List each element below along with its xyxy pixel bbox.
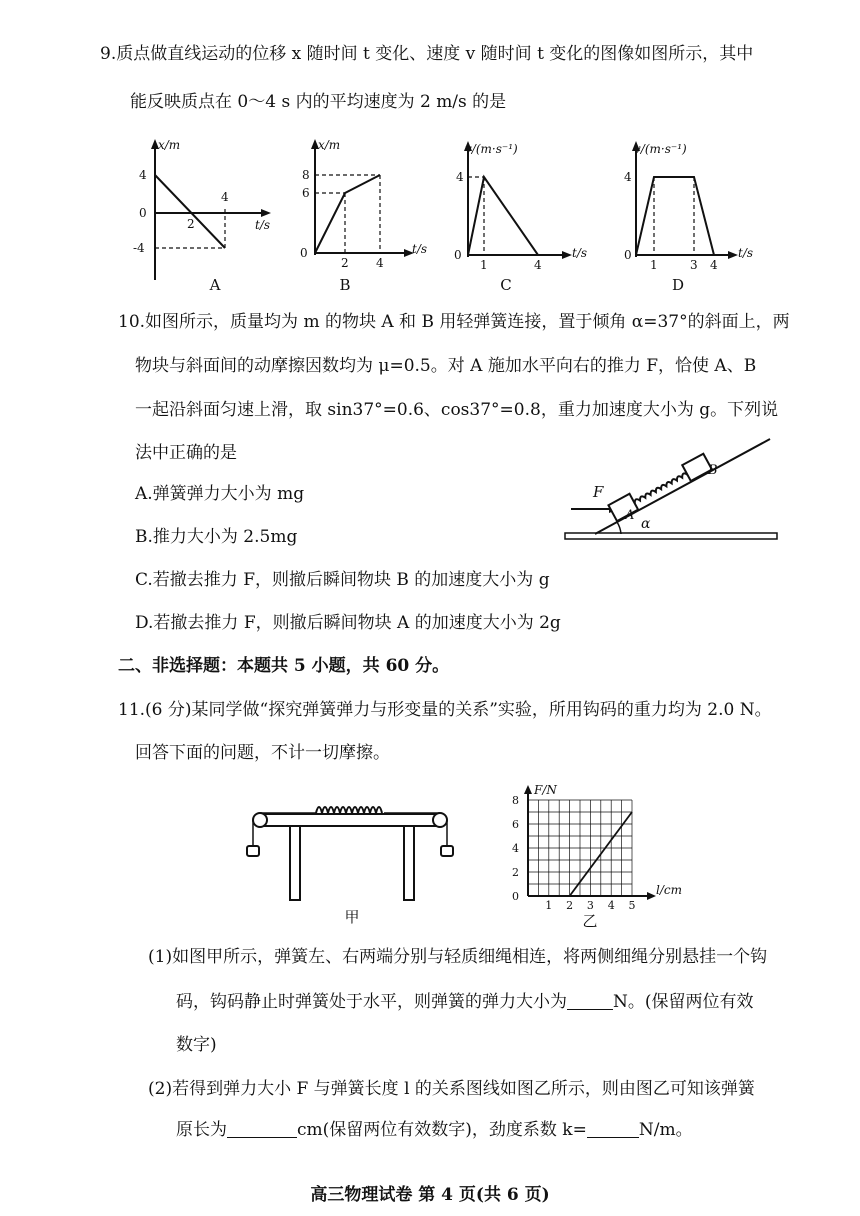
q11-figure-yi-chart: [490, 780, 710, 930]
chart-x-tick-label: 1: [545, 899, 553, 912]
graph-d-tick-t1: 1: [650, 258, 658, 272]
page-footer: 高三物理试卷 第 4 页(共 6 页): [310, 1185, 550, 1205]
chart-x-tick-label: 4: [607, 899, 615, 912]
graph-c-tick-4: 4: [456, 170, 464, 184]
angle-label: α: [641, 516, 651, 532]
right-weight: [441, 846, 453, 856]
graph-d-tick-0: 0: [624, 248, 632, 262]
q11-sub2-line1: (2)若得到弹力大小 F 与弹簧长度 l 的关系图线如图乙所示，则由图乙可知该弹簧: [148, 1079, 755, 1099]
answer-blank-2[interactable]: [227, 1119, 297, 1138]
q11-sub1-line3: 数字): [176, 1035, 217, 1055]
q11-sub1-line2: [176, 990, 754, 1014]
graph-b-tick-6: 6: [302, 186, 310, 200]
q9-graph-b: [290, 135, 450, 295]
q9-text-line1: 9.质点做直线运动的位移 x 随时间 t 变化、速度 v 随时间 t 变化的图像如图所示，其中: [100, 44, 754, 64]
graph-a-ylabel: x/m: [158, 138, 181, 152]
chart-x-tick-label: 3: [586, 899, 594, 912]
q10-text-line3: 一起沿斜面匀速上滑，取 sin37°=0.6、cos37°=0.8，重力加速度大小为 g。下列说: [135, 400, 779, 420]
q10-option-c: C.若撤去推力 F，则撤后瞬间物块 B 的加速度大小为 g: [135, 570, 550, 590]
graph-d-label: D: [671, 276, 685, 294]
graph-b-xlabel: t/s: [412, 242, 428, 256]
force-label: F: [593, 483, 604, 501]
left-weight: [247, 846, 259, 856]
graph-c-ylabel: v/(m·s⁻¹): [465, 142, 518, 156]
chart-x-tick-label: 2: [566, 899, 574, 912]
chart-x-label: l/cm: [656, 883, 682, 897]
chart-y-tick-label: 6: [512, 818, 519, 831]
graph-c-label: C: [500, 276, 512, 294]
graph-a-label: A: [209, 276, 221, 294]
q11-sub2-line2: [176, 1118, 693, 1142]
q10-option-a: A.弹簧弹力大小为 mg: [135, 484, 305, 504]
graph-a-tick-t4: 4: [221, 190, 229, 204]
q11-sub1-text-b: N。(保留两位有效: [613, 992, 754, 1012]
graph-b-tick-t4: 4: [376, 256, 384, 270]
graph-c-tick-t1: 1: [480, 258, 488, 272]
graph-b-tick-0: 0: [300, 246, 308, 260]
graph-c-tick-t4: 4: [534, 258, 542, 272]
chart-y-tick-label: 2: [512, 866, 519, 879]
chart-y-label: F/N: [534, 783, 557, 797]
fig-yi-label: 乙: [582, 912, 598, 930]
answer-blank-3[interactable]: [587, 1119, 639, 1138]
graph-d-xlabel: t/s: [738, 246, 754, 260]
graph-b-label: B: [339, 276, 351, 294]
graph-c-xlabel: t/s: [572, 246, 588, 260]
q11-text-line1: 11.(6 分)某同学做“探究弹簧弹力与形变量的关系”实验，所用钩码的重力均为 2.0 N。: [118, 700, 772, 720]
q11-sub2-text-b: cm(保留两位有效数字)，劲度系数 k=: [297, 1120, 587, 1140]
q9-text-line2: 能反映质点在 0～4 s 内的平均速度为 2 m/s 的是: [130, 92, 507, 112]
q9-graph-d: [620, 135, 780, 295]
q9-graph-c: [448, 135, 613, 295]
graph-d-tick-t4: 4: [710, 258, 718, 272]
graph-a-tick-0: 0: [139, 206, 147, 220]
chart-y-tick-label: 8: [512, 794, 519, 807]
q10-option-d: D.若撤去推力 F，则撤后瞬间物块 A 的加速度大小为 2g: [135, 613, 561, 633]
graph-b-ylabel: x/m: [318, 138, 341, 152]
q10-text-line4: 法中正确的是: [135, 443, 237, 463]
graph-d-tick-t3: 3: [690, 258, 698, 272]
q11-sub2-text-c: N/m。: [638, 1120, 693, 1140]
chart-y-tick-label: 0: [512, 890, 519, 903]
graph-a-tick-t2: 2: [187, 217, 195, 231]
graph-b-tick-t2: 2: [341, 256, 349, 270]
graph-b-tick-8: 8: [302, 168, 310, 182]
graph-a-tick-neg4: -4: [133, 241, 145, 255]
block-a-label: A: [625, 508, 635, 523]
q11-text-line2: 回答下面的问题，不计一切摩擦。: [135, 743, 390, 763]
section-2-heading: 二、非选择题：本题共 5 小题，共 60 分。: [118, 656, 450, 676]
q11-sub1-text-a: 码，钩码静止时弹簧处于水平，则弹簧的弹力大小为: [176, 992, 567, 1012]
graph-c-tick-0: 0: [454, 248, 462, 262]
q11-sub1-line1: (1)如图甲所示，弹簧左、右两端分别与轻质细绳相连，将两侧细绳分别悬挂一个钩: [148, 947, 768, 967]
q10-incline-figure: [565, 435, 780, 545]
q11-sub2-text-a: 原长为: [176, 1120, 227, 1140]
graph-a-tick-4: 4: [139, 168, 147, 182]
chart-y-tick-label: 4: [512, 842, 519, 855]
graph-d-ylabel: v/(m·s⁻¹): [634, 142, 687, 156]
fig-jia-label: 甲: [344, 908, 360, 926]
q10-text-line1: 10.如图所示，质量均为 m 的物块 A 和 B 用轻弹簧连接，置于倾角 α=37°的斜面上，两: [118, 312, 790, 332]
q9-graph-a: [125, 135, 285, 295]
chart-x-tick-label: 5: [628, 899, 636, 912]
q11-figure-jia: [240, 800, 470, 930]
block-b-label: B: [708, 463, 718, 478]
q10-text-line2: 物块与斜面间的动摩擦因数均为 μ=0.5。对 A 施加水平向右的推力 F，恰使 A、B: [135, 356, 757, 376]
graph-a-xlabel: t/s: [255, 218, 271, 232]
graph-d-tick-4: 4: [624, 170, 632, 184]
answer-blank-1[interactable]: [567, 991, 613, 1010]
q10-option-b: B.推力大小为 2.5mg: [135, 527, 298, 547]
